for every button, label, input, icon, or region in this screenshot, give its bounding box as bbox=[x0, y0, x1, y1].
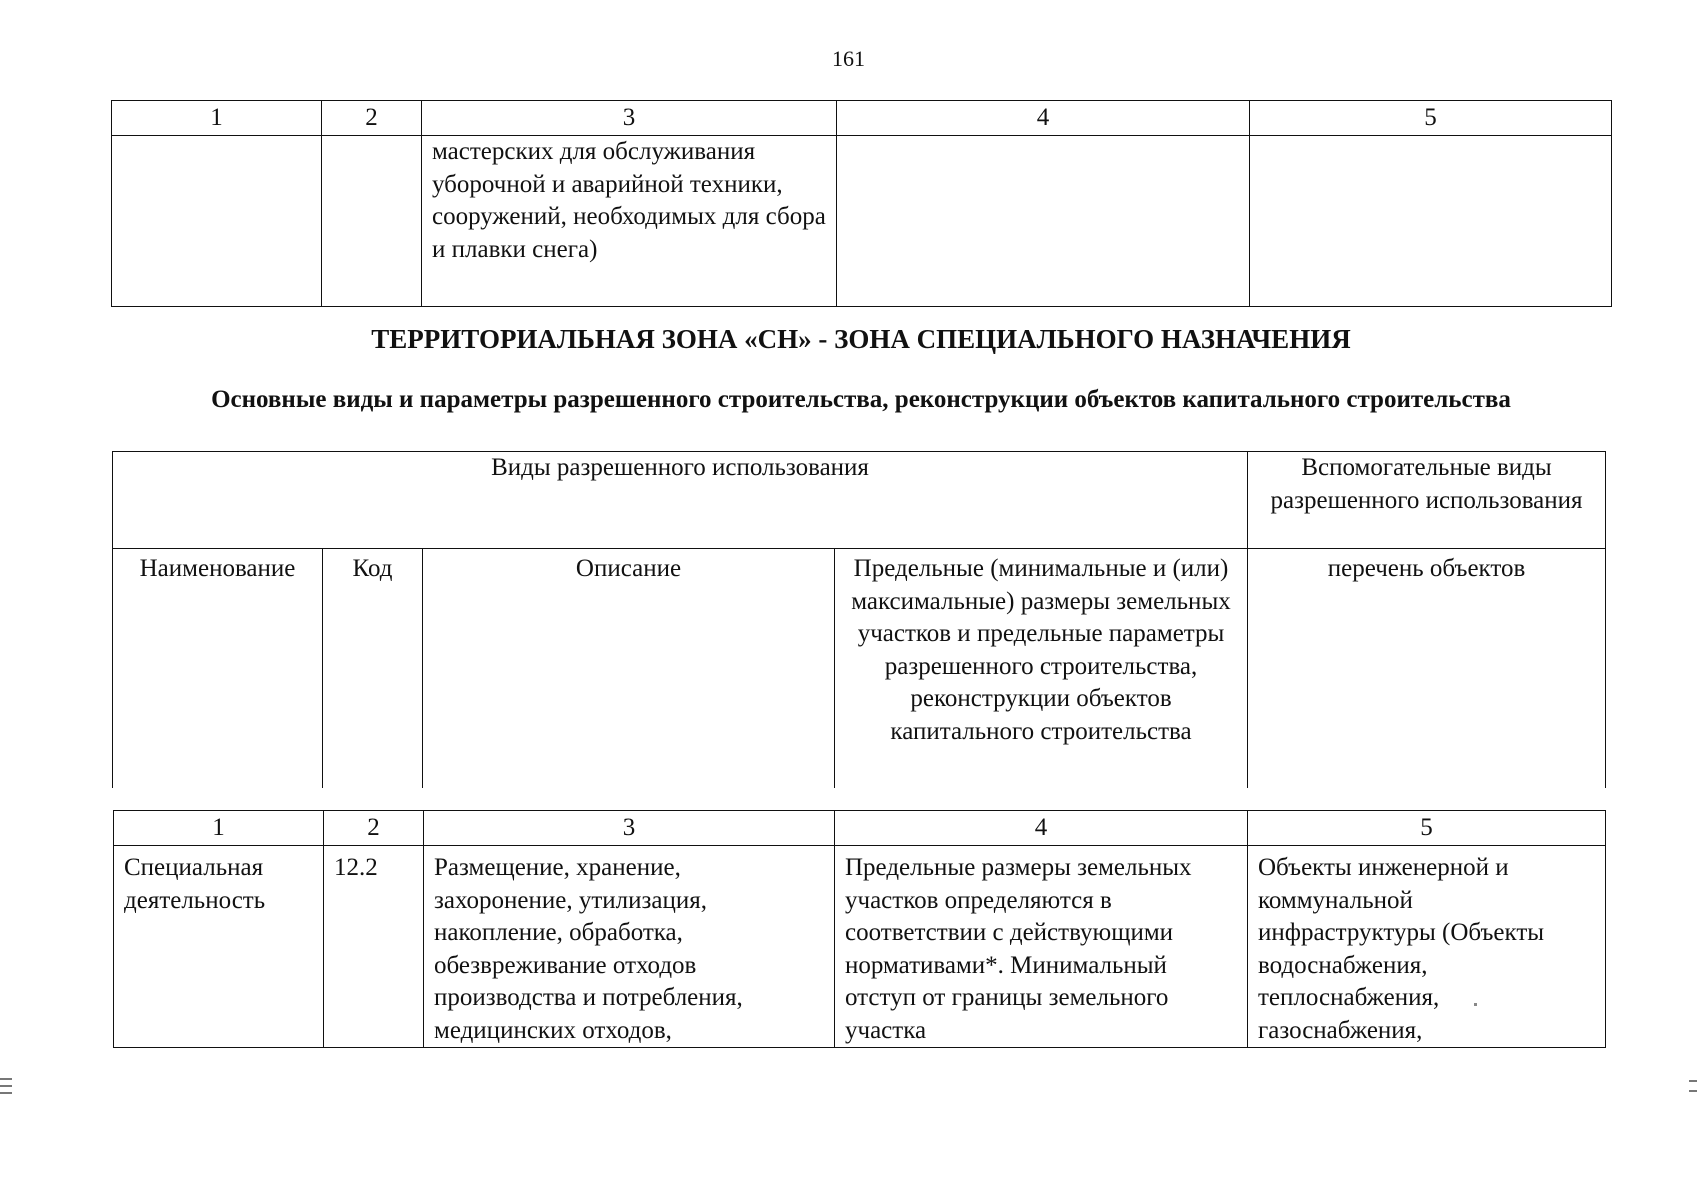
cell-description: Размещение, хранение, захоронение, утилизация, накопление, обработка, обезвреживание отходов производства и потребления, медицинских отходов, bbox=[424, 846, 835, 1048]
table-cell bbox=[322, 136, 422, 307]
cell-name: Специальная деятельность bbox=[114, 846, 324, 1048]
page-number: 161 bbox=[832, 46, 865, 71]
binding-mark bbox=[0, 1092, 12, 1094]
table-cell bbox=[112, 136, 322, 307]
table-cell bbox=[1250, 136, 1612, 307]
binding-mark bbox=[0, 1078, 12, 1080]
column-number: 1 bbox=[112, 101, 322, 136]
group-aux-header: Вспомогательные виды разрешенного использования bbox=[1248, 452, 1606, 549]
binding-mark bbox=[0, 1085, 12, 1087]
column-number: 4 bbox=[837, 101, 1250, 136]
column-number: 4 bbox=[835, 811, 1248, 846]
table-cell-description: мастерских для обслуживания уборочной и аварийной техники, сооружений, необходимых для сбора и плавки снега) bbox=[422, 136, 837, 307]
header-name: Наименование bbox=[113, 549, 323, 789]
header-limits: Предельные (минимальные и (или) максимальные) размеры земельных участков и предельные параметры разрешенного строительства, реконструкции объектов капитального строительства bbox=[835, 549, 1248, 789]
column-number-row bbox=[112, 101, 1612, 136]
header-group-row bbox=[113, 452, 1606, 549]
header-description: Описание bbox=[423, 549, 835, 789]
header-code: Код bbox=[323, 549, 423, 789]
column-number: 3 bbox=[424, 811, 835, 846]
column-number: 5 bbox=[1248, 811, 1606, 846]
column-number: 3 bbox=[422, 101, 837, 136]
cell-aux: Объекты инженерной и коммунальной инфраструктуры (Объекты водоснабжения, теплоснабжения, газоснабжения, bbox=[1248, 846, 1606, 1048]
column-number: 5 bbox=[1250, 101, 1612, 136]
group-main-header: Виды разрешенного использования bbox=[113, 452, 1248, 549]
header-columns-row bbox=[113, 549, 1606, 789]
cell-code: 12.2 bbox=[324, 846, 424, 1048]
header-table bbox=[112, 451, 1606, 788]
header-objects: перечень объектов bbox=[1248, 549, 1606, 789]
column-number-row bbox=[114, 811, 1606, 846]
scan-speck bbox=[1474, 1003, 1477, 1006]
table-row bbox=[114, 846, 1606, 1048]
continued-table bbox=[111, 100, 1612, 307]
column-number: 2 bbox=[324, 811, 424, 846]
table-cell bbox=[837, 136, 1250, 307]
table-row bbox=[112, 136, 1612, 307]
section-title: Основные виды и параметры разрешенного строительства, реконструкции объектов капитального строительства bbox=[211, 386, 1511, 413]
zone-title: ТЕРРИТОРИАЛЬНАЯ ЗОНА «СН» - ЗОНА СПЕЦИАЛЬНОГО НАЗНАЧЕНИЯ bbox=[371, 324, 1351, 354]
column-number: 1 bbox=[114, 811, 324, 846]
binding-mark bbox=[1689, 1090, 1697, 1092]
column-number: 2 bbox=[322, 101, 422, 136]
cell-limits: Предельные размеры земельных участков определяются в соответствии с действующими нормативами*. Минимальный отступ от границы земельного участка bbox=[835, 846, 1248, 1048]
binding-mark bbox=[1689, 1080, 1697, 1082]
main-table bbox=[113, 810, 1606, 1048]
